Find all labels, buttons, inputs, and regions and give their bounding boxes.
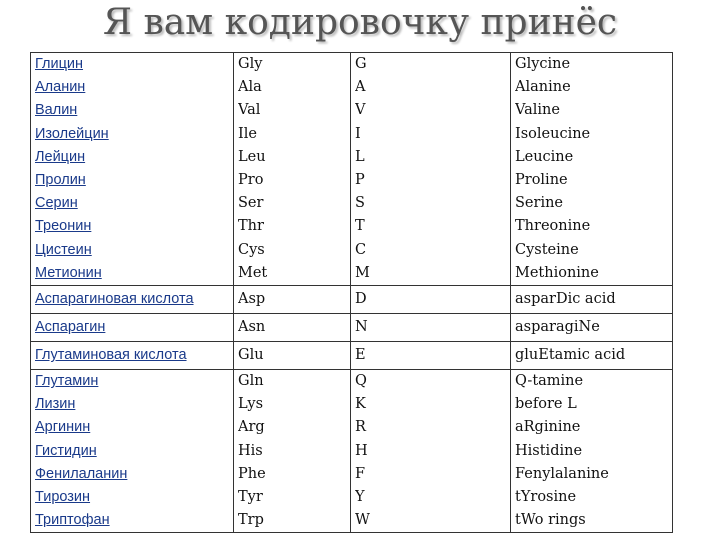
- three-letter-code: Ala: [238, 79, 262, 96]
- russian-name[interactable]: Глицин: [35, 56, 84, 72]
- three-letter-code: Lys: [238, 396, 264, 413]
- three-letter-code: Asn: [238, 319, 266, 336]
- russian-name[interactable]: Аспарагиновая кислота: [35, 291, 194, 308]
- english-name-cell: [511, 53, 673, 286]
- three-letter-code: Thr: [238, 218, 264, 235]
- russian-name-cell: [31, 286, 234, 314]
- english-name-cell: [511, 370, 673, 533]
- english-name: Fenylalanine: [515, 465, 609, 482]
- english-name: tWo rings: [515, 512, 586, 529]
- english-name: Glycine: [515, 56, 571, 72]
- one-letter-code: P: [355, 172, 365, 189]
- one-letter-code: N: [355, 319, 368, 336]
- english-name: asparDic acid: [515, 291, 616, 308]
- one-letter-code: R: [355, 419, 366, 436]
- russian-name[interactable]: Изолейцин: [35, 125, 109, 142]
- english-name: Histidine: [515, 442, 583, 459]
- three-letter-code: Glu: [238, 347, 264, 364]
- amino-acid-table: [30, 52, 673, 533]
- table-row: [31, 286, 673, 314]
- english-name: before L: [515, 396, 577, 413]
- english-name: Alanine: [515, 79, 571, 96]
- three-letter-code: Gly: [238, 56, 263, 72]
- one-letter-code: M: [355, 264, 370, 281]
- table-row: [31, 314, 673, 342]
- table-row: [31, 342, 673, 370]
- one-letter-code: A: [355, 79, 366, 96]
- english-name: Cysteine: [515, 241, 579, 258]
- english-name: Serine: [515, 195, 564, 212]
- one-letter-code-cell: [351, 342, 511, 370]
- three-letter-code-cell: [234, 314, 351, 342]
- one-letter-code: Q: [355, 373, 367, 390]
- three-letter-code: Cys: [238, 241, 265, 258]
- three-letter-code-cell: [234, 286, 351, 314]
- three-letter-code: Ile: [238, 125, 257, 142]
- english-name: aRginine: [515, 419, 581, 436]
- russian-name[interactable]: Глутаминовая кислота: [35, 347, 187, 364]
- russian-name[interactable]: Аргинин: [35, 419, 91, 436]
- one-letter-code: W: [355, 512, 370, 529]
- russian-name[interactable]: Глутамин: [35, 373, 99, 390]
- table-row: [31, 370, 673, 533]
- page-title: Я вам кодировочку принёс: [102, 2, 618, 43]
- one-letter-code: E: [355, 347, 366, 364]
- one-letter-code: G: [355, 56, 367, 72]
- one-letter-code-cell: [351, 314, 511, 342]
- russian-name[interactable]: Лейцин: [35, 148, 86, 165]
- english-name: Q-tamine: [515, 373, 584, 390]
- one-letter-code-cell: [351, 286, 511, 314]
- russian-name[interactable]: Триптофан: [35, 512, 110, 529]
- three-letter-code: Leu: [238, 148, 266, 165]
- russian-name[interactable]: Тирозин: [35, 489, 91, 506]
- three-letter-code: Phe: [238, 465, 266, 482]
- one-letter-code: F: [355, 465, 366, 482]
- three-letter-code-cell: [234, 370, 351, 533]
- english-name: gluEtamic acid: [515, 347, 626, 364]
- russian-name[interactable]: Валин: [35, 102, 78, 119]
- three-letter-code: Ser: [238, 195, 264, 212]
- russian-name-cell: [31, 370, 234, 533]
- one-letter-code: C: [355, 241, 367, 258]
- one-letter-code: I: [355, 125, 361, 142]
- three-letter-code: Pro: [238, 172, 264, 189]
- three-letter-code-cell: [234, 53, 351, 286]
- one-letter-code-cell: [351, 53, 511, 286]
- one-letter-code: S: [355, 195, 365, 212]
- one-letter-code: Y: [355, 489, 365, 506]
- three-letter-code: His: [238, 442, 263, 459]
- russian-name[interactable]: Аланин: [35, 79, 86, 96]
- english-name-cell: [511, 286, 673, 314]
- russian-name[interactable]: Фенилаланин: [35, 465, 128, 482]
- one-letter-code: V: [355, 102, 366, 119]
- english-name: Leucine: [515, 148, 574, 165]
- one-letter-code: H: [355, 442, 368, 459]
- russian-name[interactable]: Серин: [35, 195, 78, 212]
- english-name: Threonine: [515, 218, 591, 235]
- three-letter-code-cell: [234, 342, 351, 370]
- one-letter-code-cell: [351, 370, 511, 533]
- three-letter-code: Asp: [238, 291, 266, 308]
- table-row: [31, 53, 673, 286]
- english-name-cell: [511, 342, 673, 370]
- one-letter-code: D: [355, 291, 367, 308]
- english-name-cell: [511, 314, 673, 342]
- russian-name[interactable]: Аспарагин: [35, 319, 106, 336]
- russian-name[interactable]: Пролин: [35, 172, 86, 189]
- russian-name[interactable]: Цистеин: [35, 241, 92, 258]
- three-letter-code: Val: [238, 102, 261, 119]
- russian-name[interactable]: Лизин: [35, 396, 76, 413]
- one-letter-code: T: [355, 218, 365, 235]
- russian-name[interactable]: Метионин: [35, 264, 102, 281]
- russian-name-cell: [31, 342, 234, 370]
- english-name: tYrosine: [515, 489, 577, 506]
- english-name: Proline: [515, 172, 568, 189]
- one-letter-code: K: [355, 396, 366, 413]
- russian-name-cell: [31, 314, 234, 342]
- russian-name[interactable]: Гистидин: [35, 442, 97, 459]
- english-name: Isoleucine: [515, 125, 591, 142]
- three-letter-code: Trp: [238, 512, 264, 529]
- three-letter-code: Arg: [238, 419, 265, 436]
- english-name: Methionine: [515, 264, 599, 281]
- one-letter-code: L: [355, 148, 365, 165]
- three-letter-code: Met: [238, 264, 268, 281]
- russian-name[interactable]: Треонин: [35, 218, 92, 235]
- english-name: asparagiNe: [515, 319, 600, 336]
- three-letter-code: Gln: [238, 373, 264, 390]
- three-letter-code: Tyr: [238, 489, 263, 506]
- russian-name-cell: [31, 53, 234, 286]
- english-name: Valine: [515, 102, 560, 119]
